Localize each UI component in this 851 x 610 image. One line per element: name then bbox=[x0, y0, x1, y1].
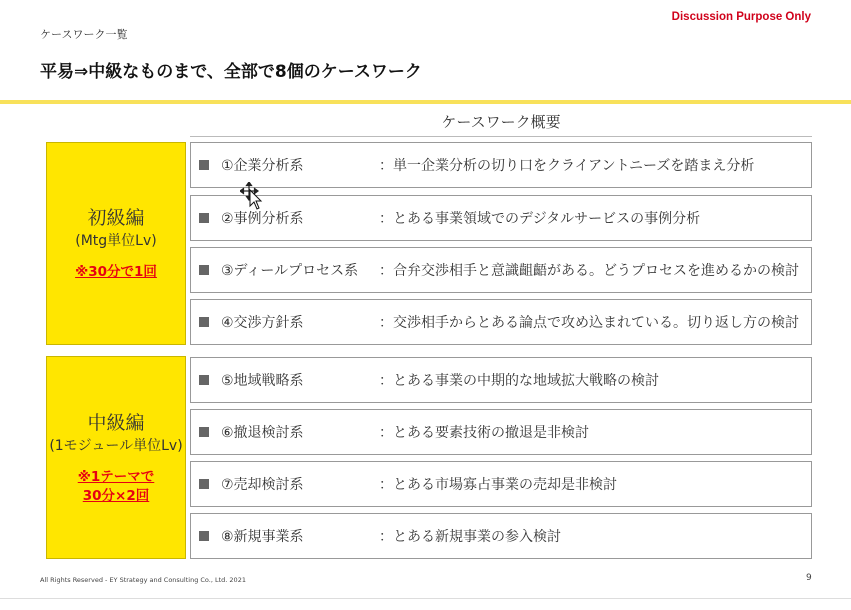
case-description: ：とある新規事業の参入検討 bbox=[379, 529, 561, 545]
footer-copyright: All Rights Reserved - EY Strategy and Consulting Co., Ltd. 2021 bbox=[40, 576, 246, 584]
square-bullet-icon bbox=[199, 531, 209, 541]
discussion-label: Discussion Purpose Only bbox=[671, 11, 811, 23]
level-note bbox=[78, 468, 155, 506]
case-row-1[interactable] bbox=[190, 142, 812, 188]
case-description: ：とある要素技術の撤退是非検討 bbox=[379, 425, 589, 441]
case-name: ④交渉方針系 bbox=[221, 315, 304, 331]
square-bullet-icon bbox=[199, 213, 209, 223]
level-subtitle: (Mtg単位Lv) bbox=[75, 233, 157, 249]
case-name: ③ディールプロセス系 bbox=[221, 263, 359, 279]
title-underline bbox=[0, 100, 851, 104]
case-description: ：単一企業分析の切り口をクライアントニーズを踏まえ分析 bbox=[379, 158, 755, 174]
breadcrumb: ケースワーク一覧 bbox=[40, 28, 128, 41]
case-name: ⑦売却検討系 bbox=[221, 477, 304, 493]
square-bullet-icon bbox=[199, 375, 209, 385]
level-subtitle: (1モジュール単位Lv) bbox=[49, 437, 183, 454]
case-name: ⑧新規事業系 bbox=[221, 529, 304, 545]
square-bullet-icon bbox=[199, 479, 209, 489]
level-box-intermediate bbox=[46, 356, 186, 559]
case-name: ②事例分析系 bbox=[221, 211, 304, 227]
square-bullet-icon bbox=[199, 160, 209, 170]
case-name: ①企業分析系 bbox=[221, 158, 304, 174]
page-number: 9 bbox=[806, 573, 812, 583]
case-description: ：とある事業の中期的な地域拡大戦略の検討 bbox=[379, 373, 659, 389]
case-description: ：とある事業領域でのデジタルサービスの事例分析 bbox=[379, 211, 701, 227]
case-row-4[interactable] bbox=[190, 299, 812, 345]
level-box-beginner bbox=[46, 142, 186, 345]
level-note-line: ※1テーマで bbox=[77, 468, 155, 485]
square-bullet-icon bbox=[199, 265, 209, 275]
case-row-6[interactable] bbox=[190, 409, 812, 455]
page-title: 平易⇒中級なものまで、全部で8個のケースワーク bbox=[40, 62, 422, 82]
level-note-line: 30分×2回 bbox=[82, 487, 150, 504]
section-header: ケースワーク概要 bbox=[190, 111, 812, 137]
case-description: ：合弁交渉相手と意識齟齬がある。どうプロセスを進めるかの検討 bbox=[379, 263, 799, 279]
square-bullet-icon bbox=[199, 317, 209, 327]
case-row-5[interactable] bbox=[190, 357, 812, 403]
level-title: 中級編 bbox=[87, 411, 145, 434]
case-row-2[interactable] bbox=[190, 195, 812, 241]
move-cursor-icon bbox=[240, 182, 266, 210]
case-row-7[interactable] bbox=[190, 461, 812, 507]
case-row-3[interactable] bbox=[190, 247, 812, 293]
case-name: ⑤地域戦略系 bbox=[221, 373, 304, 389]
case-description: ：交渉相手からとある論点で攻め込まれている。切り返し方の検討 bbox=[379, 315, 799, 331]
case-name: ⑥撤退検討系 bbox=[221, 425, 304, 441]
case-row-8[interactable] bbox=[190, 513, 812, 559]
level-note bbox=[75, 263, 157, 282]
square-bullet-icon bbox=[199, 427, 209, 437]
bottom-divider bbox=[0, 598, 851, 599]
level-note-line: ※30分で1回 bbox=[75, 264, 157, 280]
case-description: ：とある市場寡占事業の売却是非検討 bbox=[379, 477, 617, 493]
level-title: 初級編 bbox=[87, 207, 145, 229]
